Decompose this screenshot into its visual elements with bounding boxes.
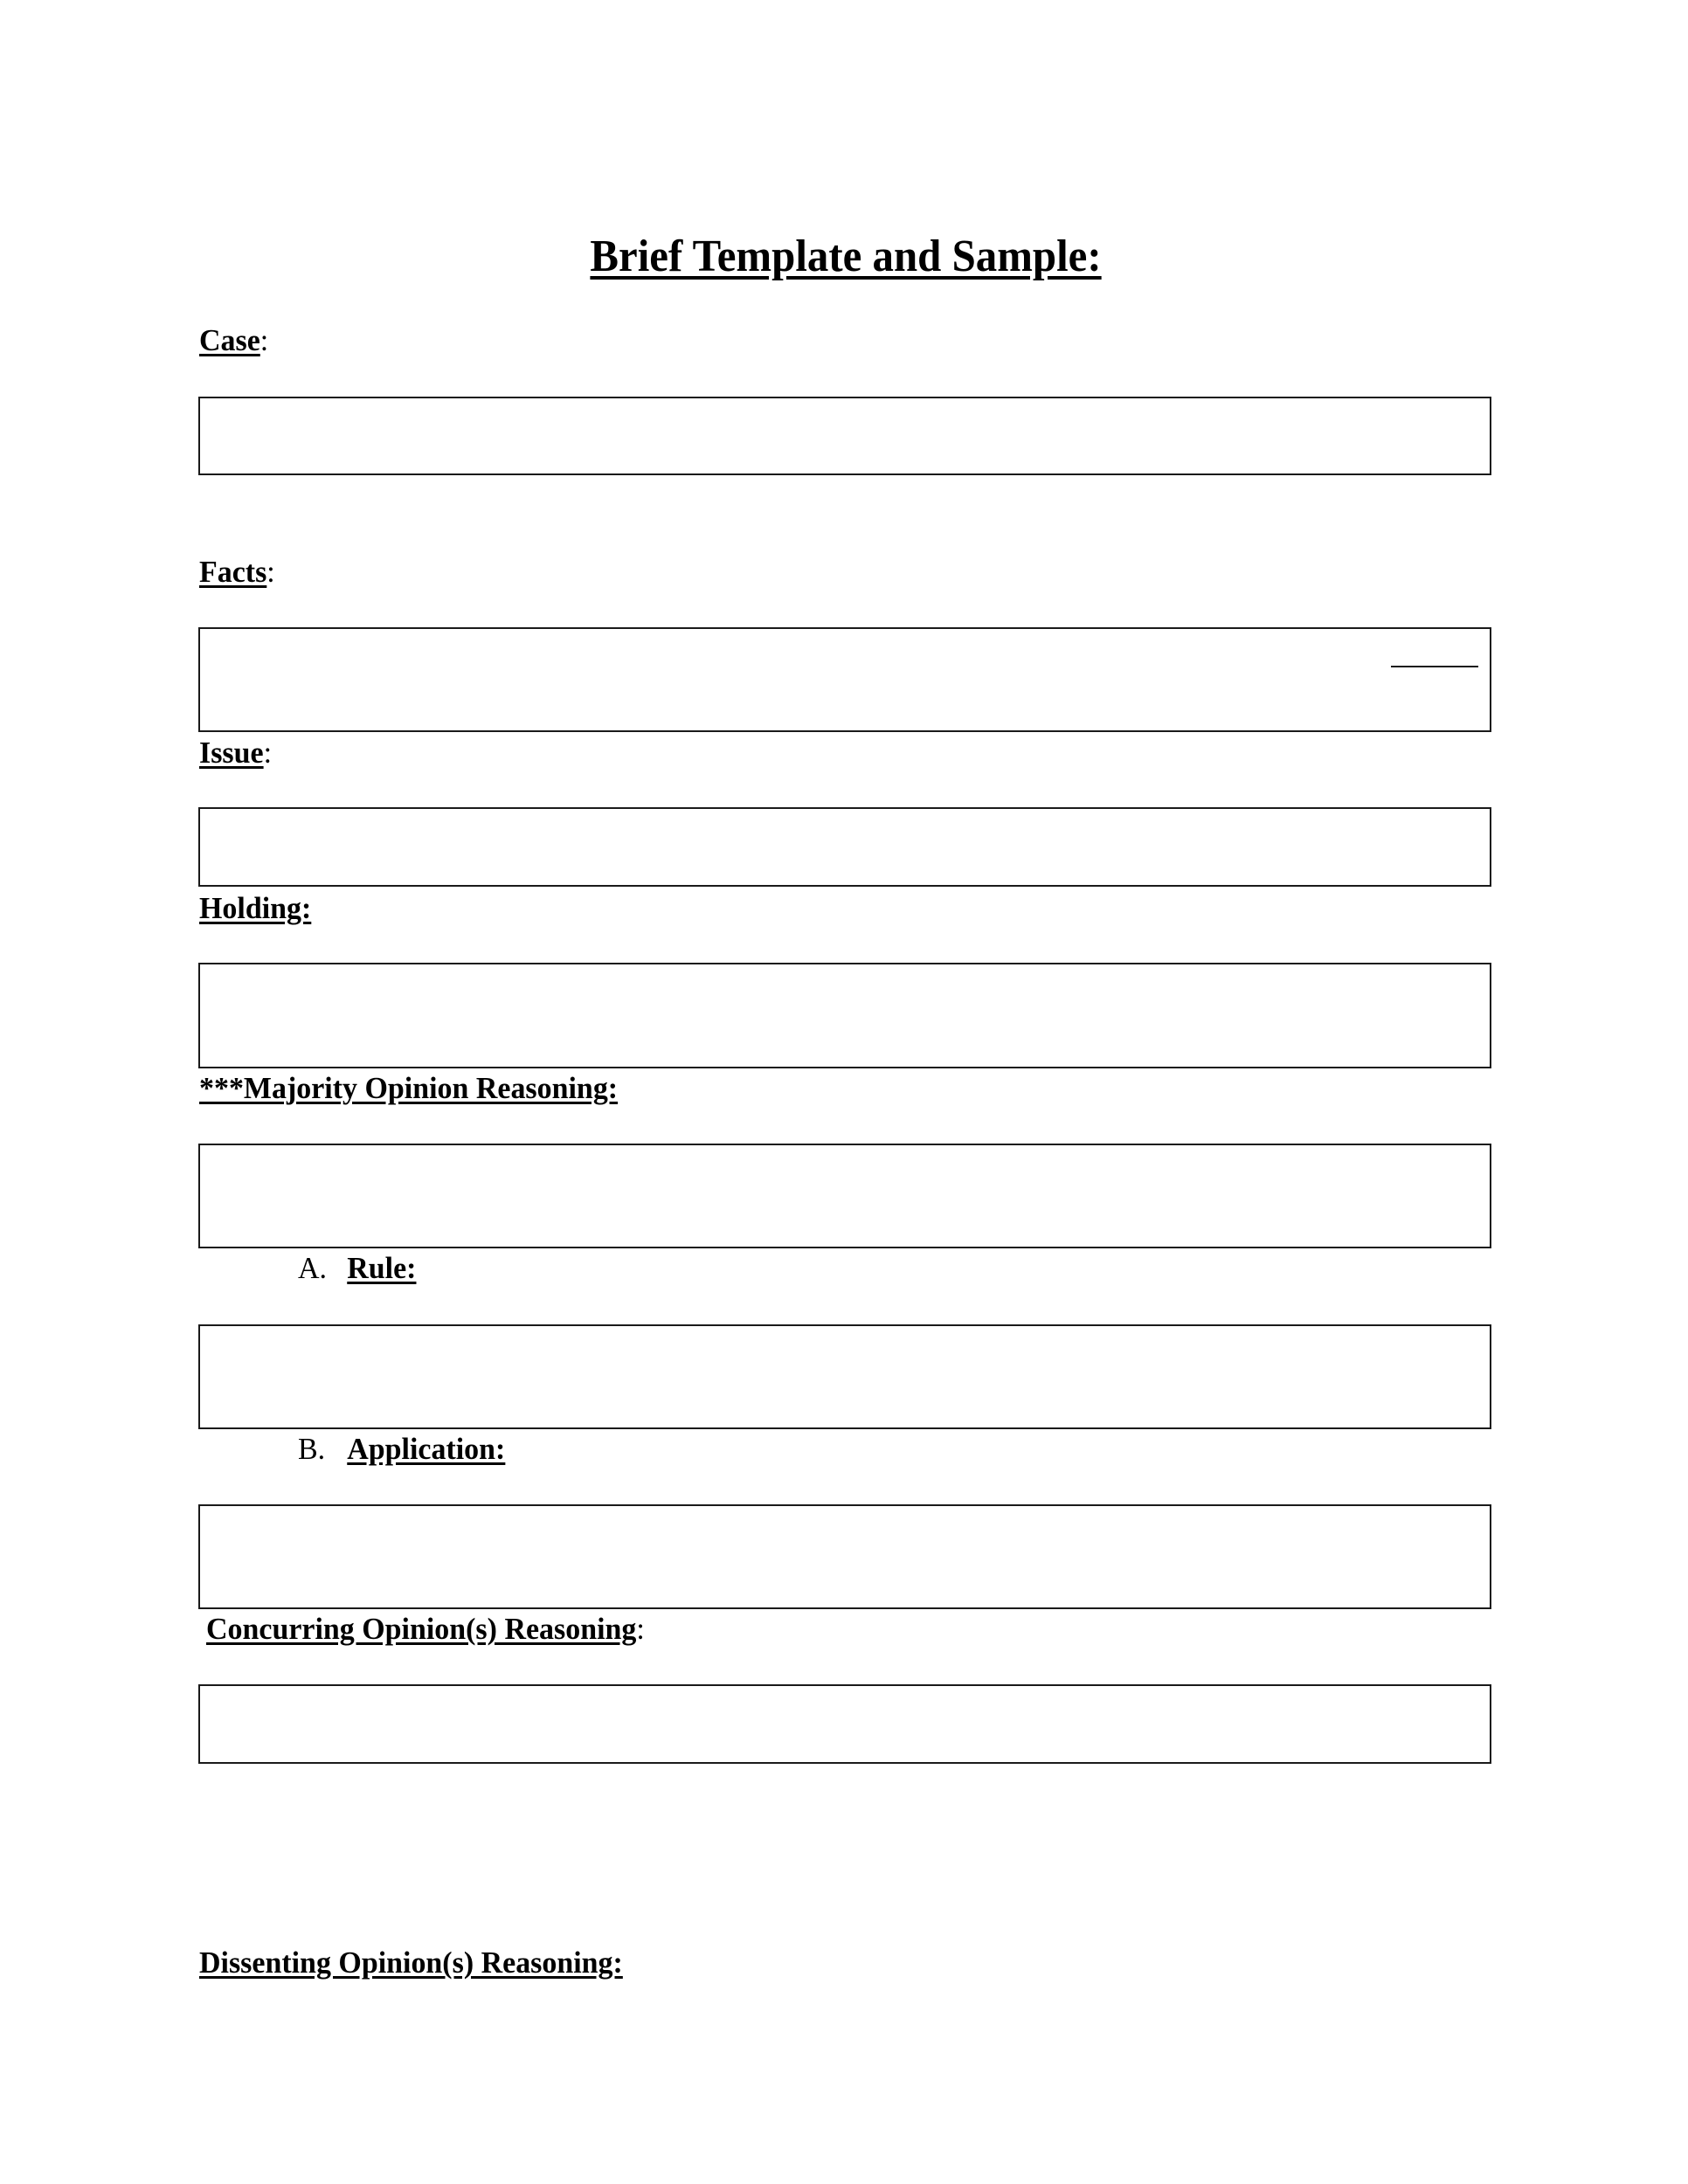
application-field[interactable] xyxy=(198,1504,1491,1609)
majority-label xyxy=(199,1069,618,1108)
holding-label xyxy=(199,889,311,928)
concurring-heading: Concurring Opinion(s) Reasoning xyxy=(206,1612,637,1646)
concurring-label xyxy=(206,1610,645,1648)
issue-field[interactable] xyxy=(198,807,1491,887)
case-label xyxy=(199,321,268,360)
majority-heading: ***Majority Opinion Reasoning: xyxy=(199,1071,619,1105)
page-title xyxy=(52,229,1639,285)
facts-colon: : xyxy=(266,555,275,589)
rule-field[interactable] xyxy=(198,1324,1491,1429)
facts-field[interactable] xyxy=(198,627,1491,732)
holding-heading: Holding: xyxy=(199,891,312,925)
rule-marker: A. xyxy=(298,1251,328,1285)
holding-field[interactable] xyxy=(198,963,1491,1068)
case-colon: : xyxy=(259,323,269,357)
facts-heading: Facts xyxy=(199,555,267,589)
issue-heading: Issue xyxy=(199,736,264,770)
facts-label xyxy=(199,553,275,591)
concurring-colon: : xyxy=(636,1612,645,1646)
dissenting-label xyxy=(199,1944,623,1982)
facts-blank-line xyxy=(1391,666,1478,667)
majority-field[interactable] xyxy=(198,1144,1491,1248)
rule-label xyxy=(298,1249,416,1288)
dissenting-heading: Dissenting Opinion(s) Reasoning: xyxy=(199,1946,623,1980)
case-heading: Case xyxy=(199,323,260,357)
rule-heading: Rule: xyxy=(347,1251,417,1285)
application-heading: Application: xyxy=(347,1432,506,1466)
application-marker: B. xyxy=(298,1432,326,1466)
concurring-field[interactable] xyxy=(198,1684,1491,1764)
page-title-text: Brief Template and Sample: xyxy=(590,232,1102,281)
issue-label xyxy=(199,734,272,772)
issue-colon: : xyxy=(263,736,273,770)
case-field[interactable] xyxy=(198,397,1491,475)
application-label xyxy=(298,1430,505,1469)
